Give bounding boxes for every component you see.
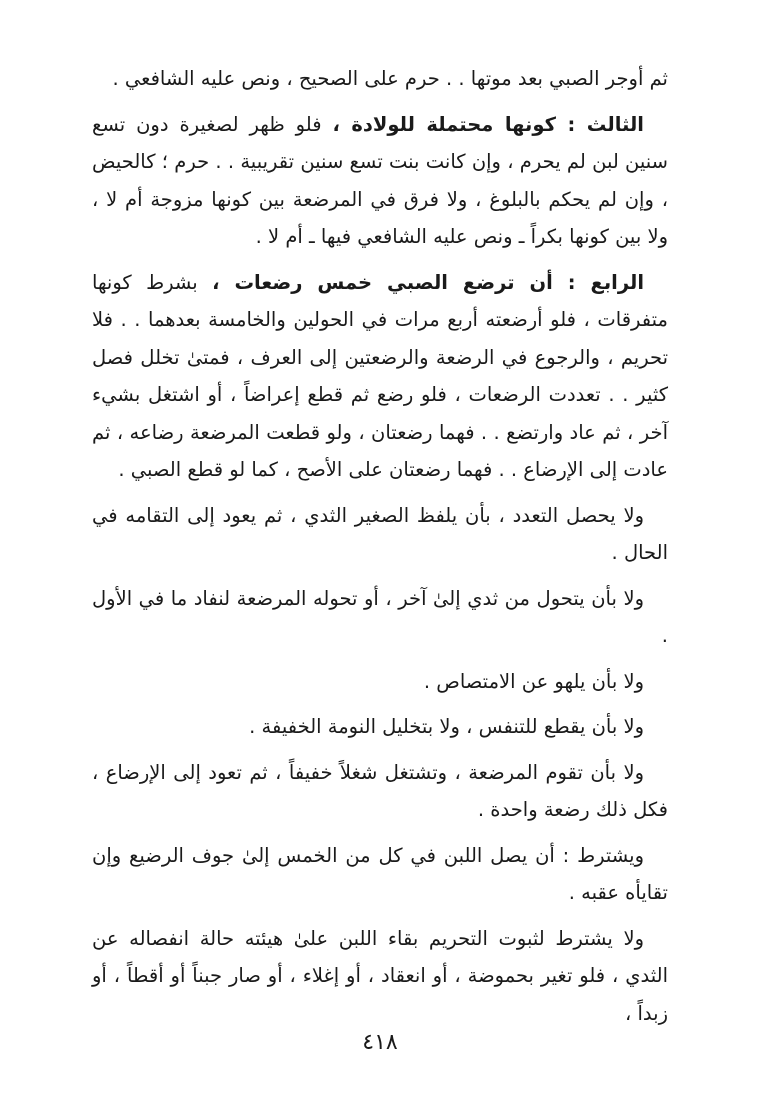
paragraph-4 bbox=[92, 497, 668, 572]
paragraph-4-text: ولا يحصل التعدد ، بأن يلفظ الصغير الثدي ، ثم يعود إلى التقامه في الحال . bbox=[92, 503, 668, 564]
paragraph-3-heading: الرابع : أن ترضع الصبي خمس رضعات ، bbox=[212, 270, 644, 294]
paragraph-7 bbox=[92, 708, 668, 746]
paragraph-9-text: ويشترط : أن يصل اللبن في كل من الخمس إلىٰ جوف الرضيع وإن تقايأه عقبه . bbox=[92, 843, 668, 904]
paragraph-2-heading: الثالث : كونها محتملة للولادة ، bbox=[332, 112, 644, 136]
paragraph-5-text: ولا بأن يتحول من ثدي إلىٰ آخر ، أو تحوله المرضعة لنفاد ما في الأول . bbox=[92, 586, 668, 647]
paragraph-6-text: ولا بأن يلهو عن الامتصاص . bbox=[423, 669, 644, 693]
paragraph-6 bbox=[92, 663, 668, 701]
paragraph-1-text: ثم أوجر الصبي بعد موتها . . حرم على الصحيح ، ونص عليه الشافعي . bbox=[112, 67, 668, 90]
paragraph-2 bbox=[92, 106, 668, 256]
paragraph-1 bbox=[92, 60, 668, 98]
paragraph-8-text: ولا بأن تقوم المرضعة ، وتشتغل شغلاً خفيفاً ، ثم تعود إلى الإرضاع ، فكل ذلك رضعة واحدة . bbox=[92, 760, 668, 821]
paragraph-2-text: فلو ظهر لصغيرة دون تسع سنين لبن لم يحرم ، وإن كانت بنت تسع سنين تقريبية . . حرم ؛ كالحيض ، وإن لم يحكم بالبلوغ ، ولا فرق في المرضعة بين كونها مزوجة أم لا ، ولا بين كونها بكراً ـ ونص عليه الشافعي فيها ـ أم لا . bbox=[92, 112, 668, 248]
paragraph-8 bbox=[92, 754, 668, 829]
page-body bbox=[92, 60, 668, 1040]
page-number: ٤١٨ bbox=[362, 1030, 398, 1055]
paragraph-3 bbox=[92, 264, 668, 489]
paragraph-7-text: ولا بأن يقطع للتنفس ، ولا بتخليل النومة الخفيفة . bbox=[249, 715, 644, 738]
paragraph-9 bbox=[92, 837, 668, 912]
paragraph-10 bbox=[92, 920, 668, 1033]
paragraph-3-text: بشرط كونها متفرقات ، فلو أرضعته أربع مرات في الحولين والخامسة بعدهما . . فلا تحريم ، والرجوع في الرضعة والرضعتين إلى العرف ، فمتىٰ تخلل فصل كثير . . تعددت الرضعات ، فلو رضع ثم قطع إعراضاً ، أو اشتغل بشيء آخر ، ثم عاد وارتضع . . فهما رضعتان ، ولو قطعت المرضعة رضاعه ، ثم عادت إلى الإرضاع . . فهما رضعتان على الأصح ، كما لو قطع الصبي . bbox=[92, 270, 668, 481]
paragraph-5 bbox=[92, 580, 668, 655]
paragraph-10-text: ولا يشترط لثبوت التحريم بقاء اللبن علىٰ هيئته حالة انفصاله عن الثدي ، فلو تغير بحموضة ، أو انعقاد ، أو إغلاء ، أو صار جبناً أو أقطاً ، أو زبداً ، bbox=[92, 926, 668, 1025]
